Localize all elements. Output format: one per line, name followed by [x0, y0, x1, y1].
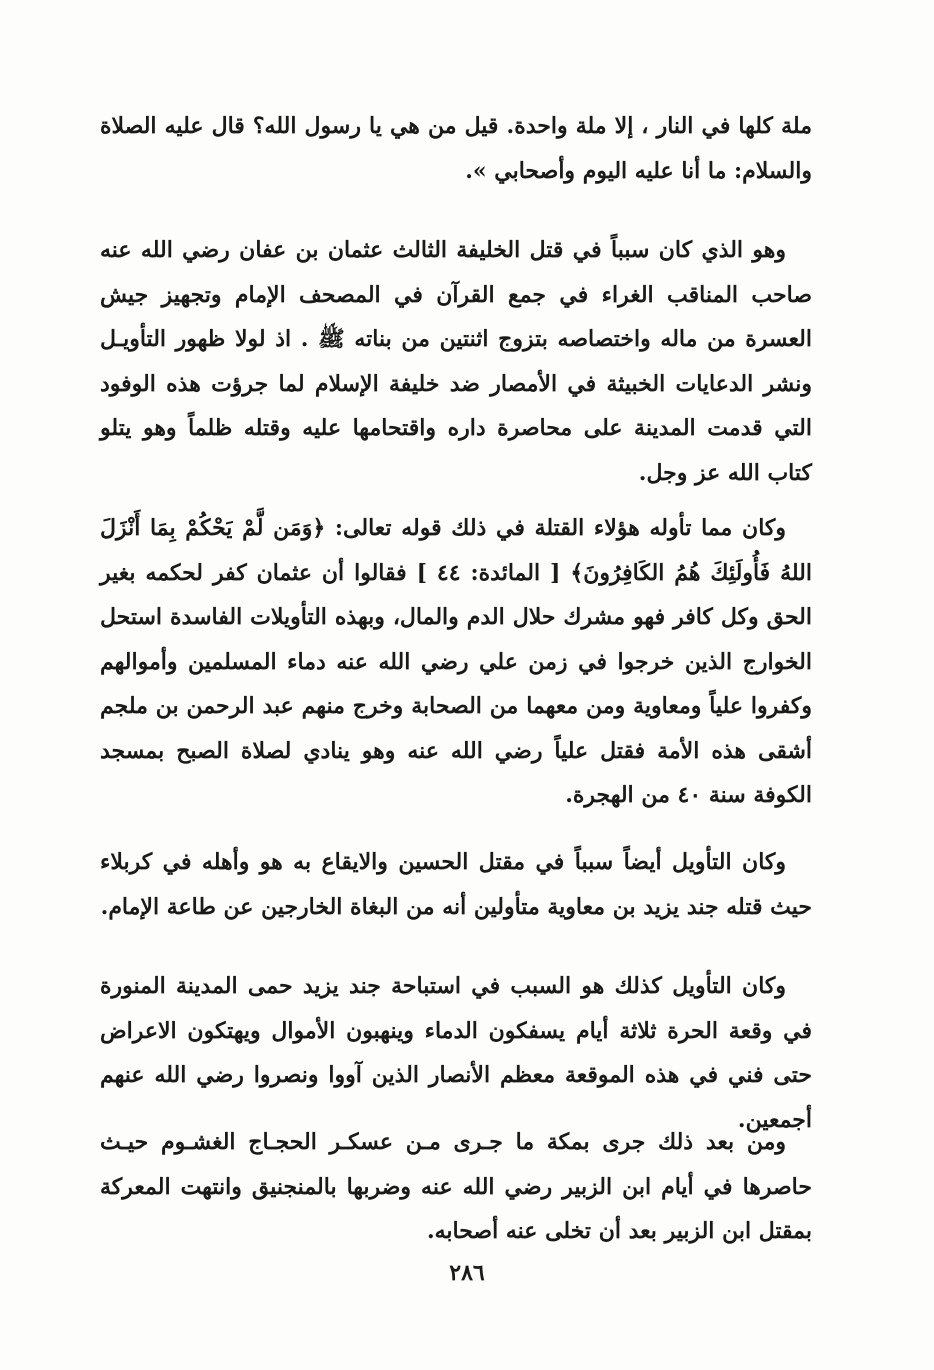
paragraph-4-block — [100, 840, 812, 929]
paragraph: وكان التأويل كذلك هو السبب في استباحة جند يزيد حمى المدينة المنورة في وقعة الحرة ثلاثة أيام يسفكون الدماء وينهبون الأموال ويهتكون الاعراض حتى فني في هذه الموقعة معظم الأنصار الذين آووا ونصروا رضي الله عنهم أجمعين. — [100, 973, 812, 1133]
paragraph-6-block — [100, 1120, 812, 1254]
paragraph-2-block — [100, 228, 812, 495]
paragraph: وكان التأويل أيضاً سبباً في مقتل الحسين والايقاع به هو وأهله في كربلاء حيث قتله جند يزيد بن معاوية متأولين أنه من البغاة الخارجين عن طاعة الإمام. — [100, 849, 812, 920]
paragraph: وكان مما تأوله هؤلاء القتلة في ذلك قوله تعالى: ﴿وَمَن لَّمْ يَحْكُمْ بِمَا أَنْزَلَ اللهُ فَأُولَئِكَ هُمُ الكَافِرُونَ﴾ [ المائدة: ٤٤ ] فقالوا أن عثمان كفر لحكمه بغير الحق وكل كافر فهو مشرك حلال الدم والمال، وبهذه التأويلات الفاسدة استحل الخوارج الذين خرجوا في زمن علي رضي الله عنه دماء المسلمين وأموالهم وكفروا علياً ومعاوية ومن معهما من الصحابة وخرج منهم عبد الرحمن بن ملجم أشقى هذه الأمة فقتل علياً رضي الله عنه وهو ينادي لصلاة الصبح بمسجد الكوفة سنة ٤٠ من الهجرة. — [100, 515, 812, 808]
paragraph-3-block — [100, 506, 812, 818]
paragraph: ومن بعد ذلك جرى بمكة ما جـرى مـن عسكـر الحجـاج الغشـوم حيـث حاصرها في أيام ابن الزبير رضي الله عنه وضربها بالمنجنيق وانتهت المعركة بمقتل ابن الزبير بعد أن تخلى عنه أصحابه. — [100, 1129, 812, 1244]
page-number: ٢٨٦ — [449, 1260, 485, 1286]
paragraph-1-block — [100, 104, 812, 193]
paragraph: وهو الذي كان سبباً في قتل الخليفة الثالث عثمان بن عفان رضي الله عنه صاحب المناقب الغراء في جمع القرآن في المصحف الإمام وتجهيز جيش العسرة من ماله واختصاصه بتزوج اثنتين من بناته ﷺ . اذ لولا ظهور التأويـل ونشر الدعايات الخبيثة في الأمصار ضد خليفة الإسلام لما جرؤت هذه الوفود التي قدمت المدينة على محاصرة داره واقتحامها عليه وقتله ظلماً وهو يتلو كتاب الله عز وجل. — [100, 237, 812, 486]
paragraph: ملة كلها في النار ، إلا ملة واحدة. قيل من هي يا رسول الله؟ قال عليه الصلاة والسلام: ما أنا عليه اليوم وأصحابي ». — [100, 113, 812, 184]
paragraph-5-block — [100, 964, 812, 1142]
